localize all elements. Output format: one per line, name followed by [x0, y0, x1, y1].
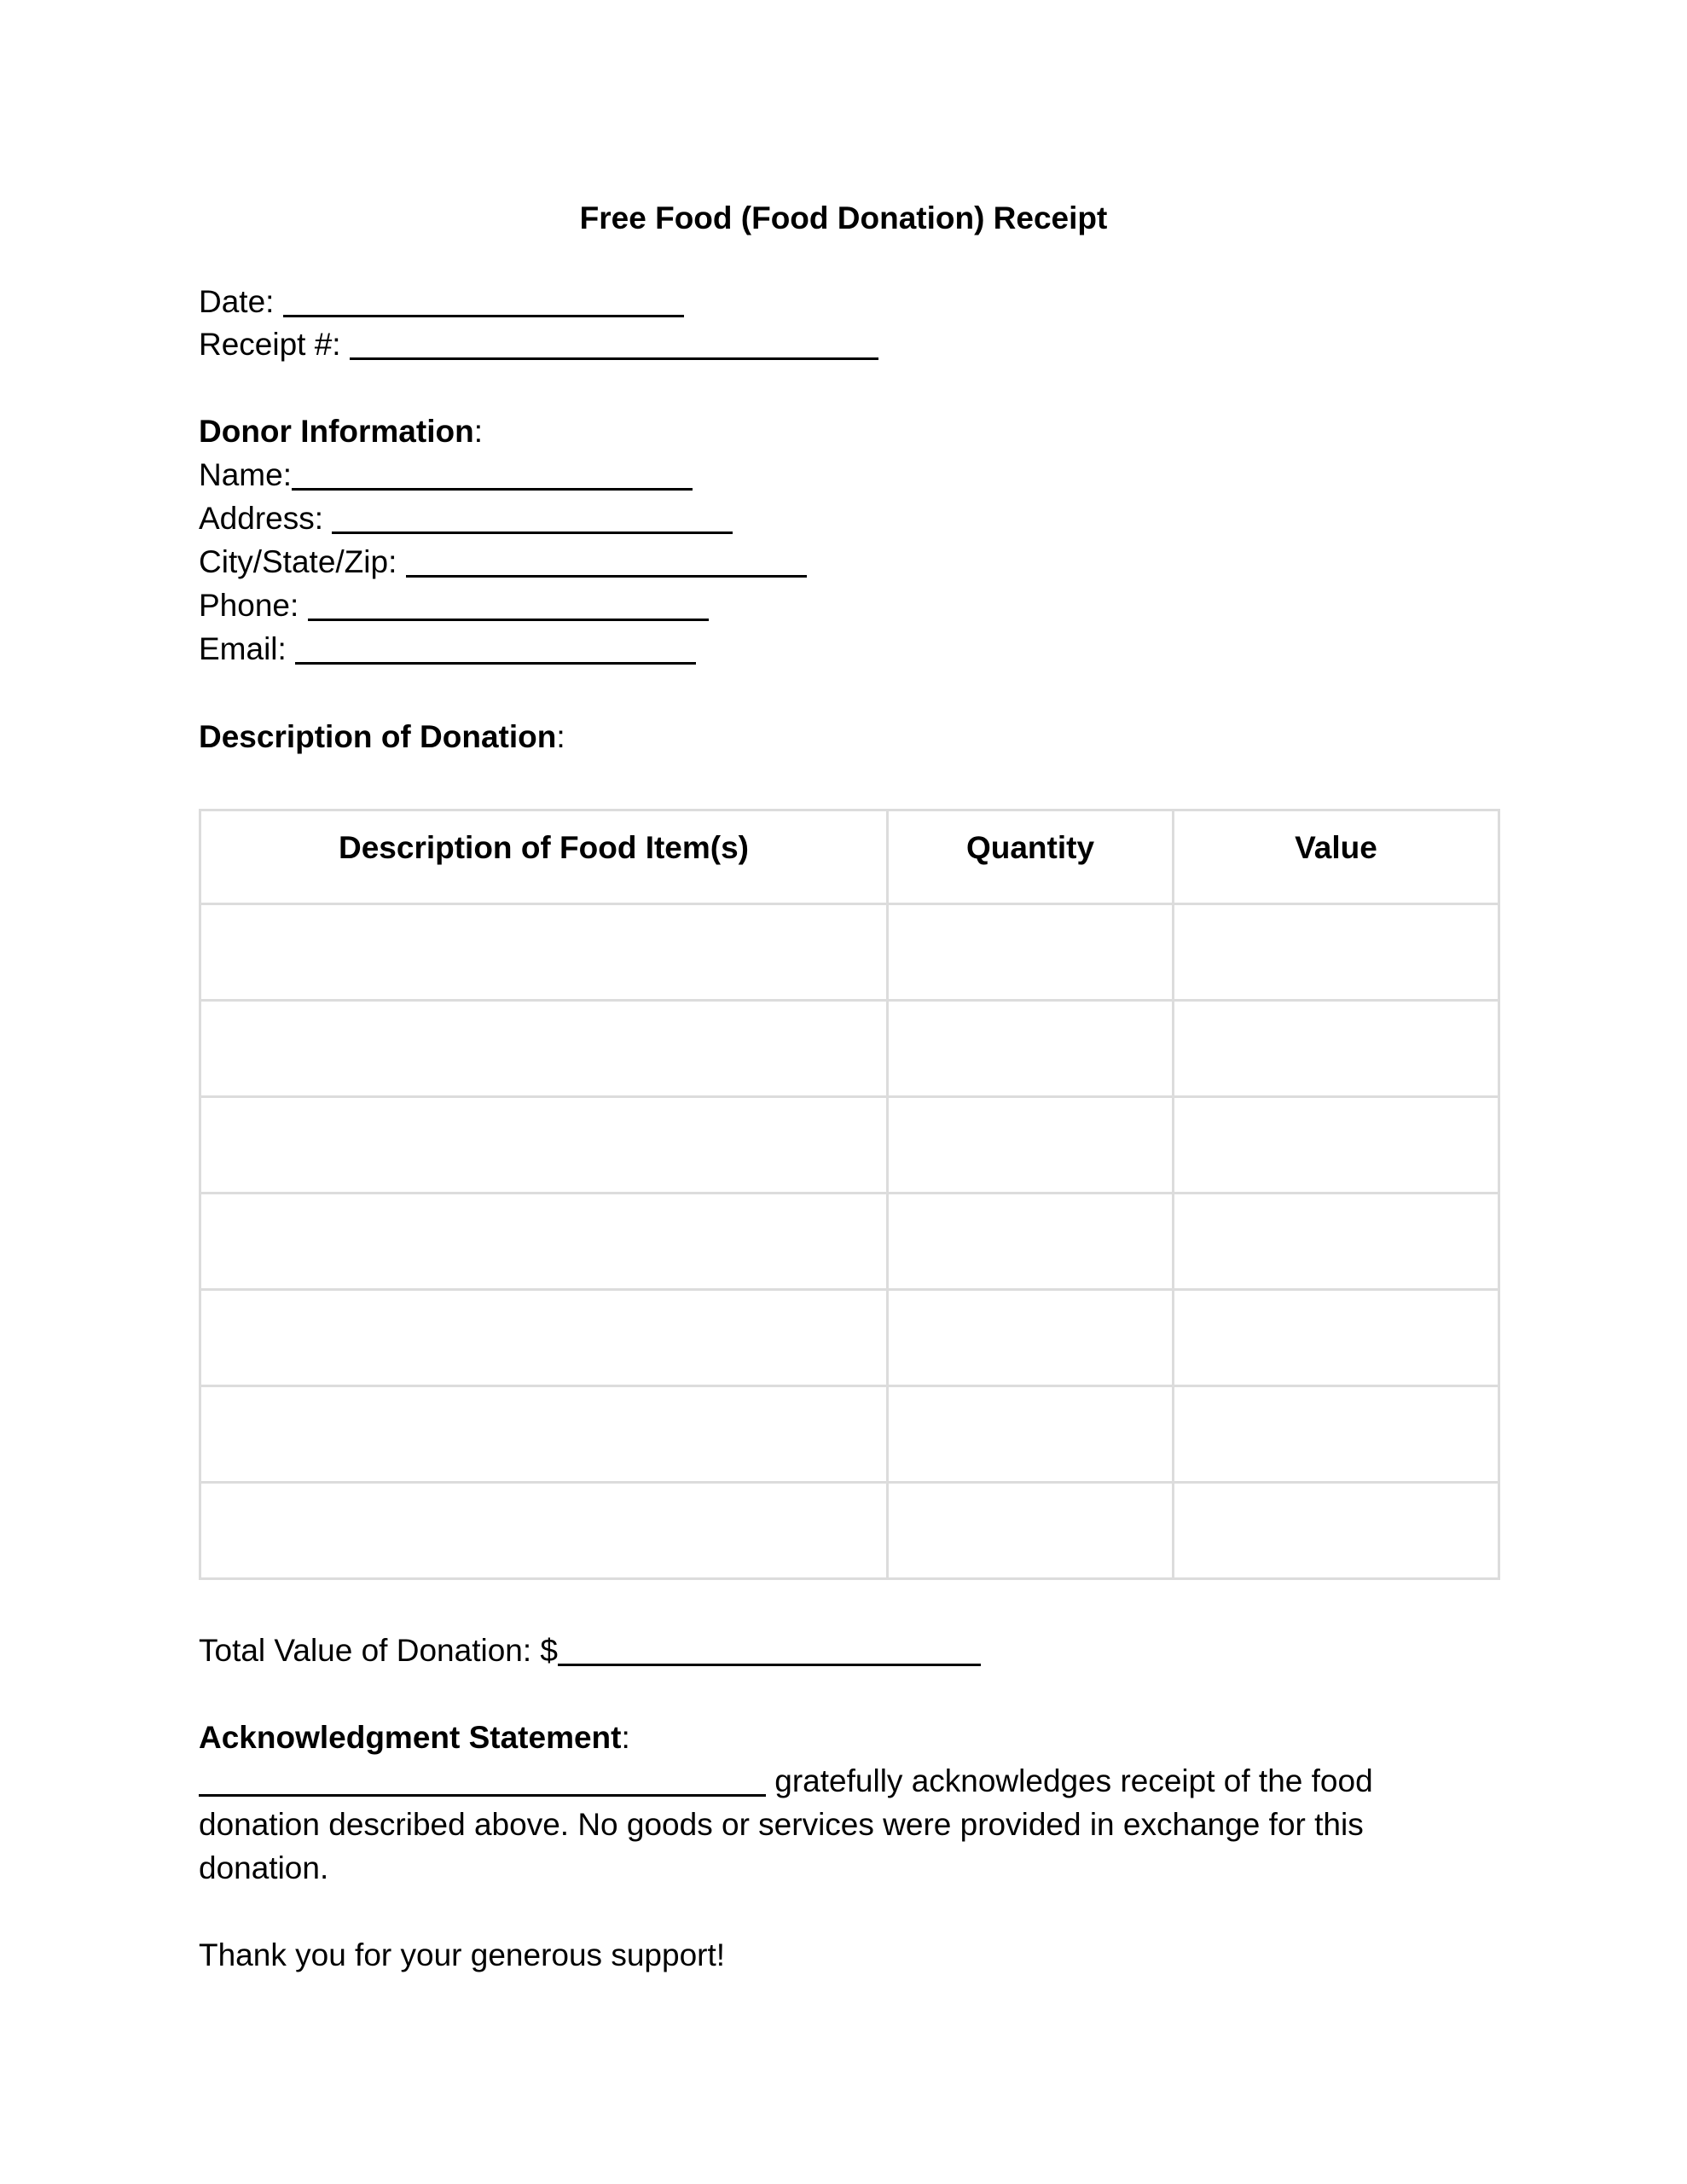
table-cell-quantity[interactable]	[888, 1483, 1174, 1579]
table-cell-quantity[interactable]	[888, 1194, 1174, 1290]
date-field[interactable]	[283, 284, 684, 317]
donor-name-line	[199, 455, 693, 496]
table-cell-value[interactable]	[1174, 1483, 1499, 1579]
table-cell-quantity[interactable]	[888, 1290, 1174, 1386]
column-header-value: Value	[1174, 810, 1499, 904]
donor-address-label: Address:	[199, 501, 333, 536]
table-row	[200, 1001, 1499, 1097]
table-cell-value[interactable]	[1174, 1386, 1499, 1483]
table-cell-value[interactable]	[1174, 1001, 1499, 1097]
donor-heading-text: Donor Information	[199, 414, 474, 449]
table-row	[200, 1290, 1499, 1386]
receipt-number-label: Receipt #:	[199, 327, 350, 362]
table-cell-quantity[interactable]	[888, 1386, 1174, 1483]
donor-phone-line	[199, 585, 709, 626]
acknowledgment-heading	[199, 1717, 630, 1758]
total-value-field[interactable]	[558, 1633, 981, 1666]
donor-address-line	[199, 498, 733, 539]
table-cell-value[interactable]	[1174, 1290, 1499, 1386]
acknowledgment-line-1	[199, 1761, 1373, 1802]
donor-email-line	[199, 629, 696, 670]
table-row	[200, 1386, 1499, 1483]
donor-phone-label: Phone:	[199, 588, 308, 623]
acknowledgment-heading-colon: :	[621, 1720, 630, 1755]
donor-email-label: Email:	[199, 631, 296, 666]
table-row	[200, 1483, 1499, 1579]
description-heading	[199, 717, 565, 758]
donation-items-table	[199, 809, 1500, 1580]
description-heading-text: Description of Donation	[199, 719, 557, 754]
total-value-label: Total Value of Donation: $	[199, 1633, 558, 1668]
table-cell-value[interactable]	[1174, 1097, 1499, 1194]
table-cell-description[interactable]	[200, 1194, 888, 1290]
donor-name-label: Name:	[199, 457, 292, 492]
description-heading-colon: :	[556, 719, 565, 754]
date-label: Date:	[199, 284, 283, 319]
thank-you-text: Thank you for your generous support!	[199, 1937, 726, 1972]
table-row	[200, 1194, 1499, 1290]
date-line	[199, 282, 684, 322]
document-title: Free Food (Food Donation) Receipt	[579, 200, 1108, 235]
receipt-number-field[interactable]	[350, 327, 878, 360]
donor-city-line	[199, 542, 807, 583]
donor-information-heading	[199, 411, 483, 452]
donor-heading-colon: :	[473, 414, 483, 449]
acknowledgment-heading-text: Acknowledgment Statement	[199, 1720, 622, 1755]
donor-address-field[interactable]	[332, 501, 733, 534]
donor-phone-field[interactable]	[308, 588, 709, 621]
table-cell-description[interactable]	[200, 1483, 888, 1579]
donor-name-field[interactable]	[292, 457, 693, 491]
acknowledgment-text-1: gratefully acknowledges receipt of the food	[766, 1763, 1373, 1798]
table-cell-description[interactable]	[200, 1290, 888, 1386]
receipt-number-line	[199, 324, 878, 365]
acknowledgment-line-2: donation described above. No goods or services were provided in exchange for this	[199, 1807, 1364, 1842]
table-cell-description[interactable]	[200, 1386, 888, 1483]
table-cell-value[interactable]	[1174, 1194, 1499, 1290]
organization-name-field[interactable]	[199, 1763, 766, 1797]
column-header-quantity: Quantity	[888, 810, 1174, 904]
table-cell-description[interactable]	[200, 1097, 888, 1194]
table-cell-value[interactable]	[1174, 904, 1499, 1001]
total-value-line	[199, 1630, 981, 1671]
donor-city-field[interactable]	[406, 544, 807, 578]
donor-email-field[interactable]	[295, 631, 696, 665]
donor-city-label: City/State/Zip:	[199, 544, 406, 579]
table-cell-quantity[interactable]	[888, 904, 1174, 1001]
table-row	[200, 904, 1499, 1001]
column-header-description: Description of Food Item(s)	[200, 810, 888, 904]
table-row	[200, 1097, 1499, 1194]
table-header-row	[200, 810, 1499, 904]
table-cell-description[interactable]	[200, 904, 888, 1001]
table-cell-quantity[interactable]	[888, 1097, 1174, 1194]
table-cell-quantity[interactable]	[888, 1001, 1174, 1097]
acknowledgment-line-3: donation.	[199, 1850, 329, 1885]
table-cell-description[interactable]	[200, 1001, 888, 1097]
